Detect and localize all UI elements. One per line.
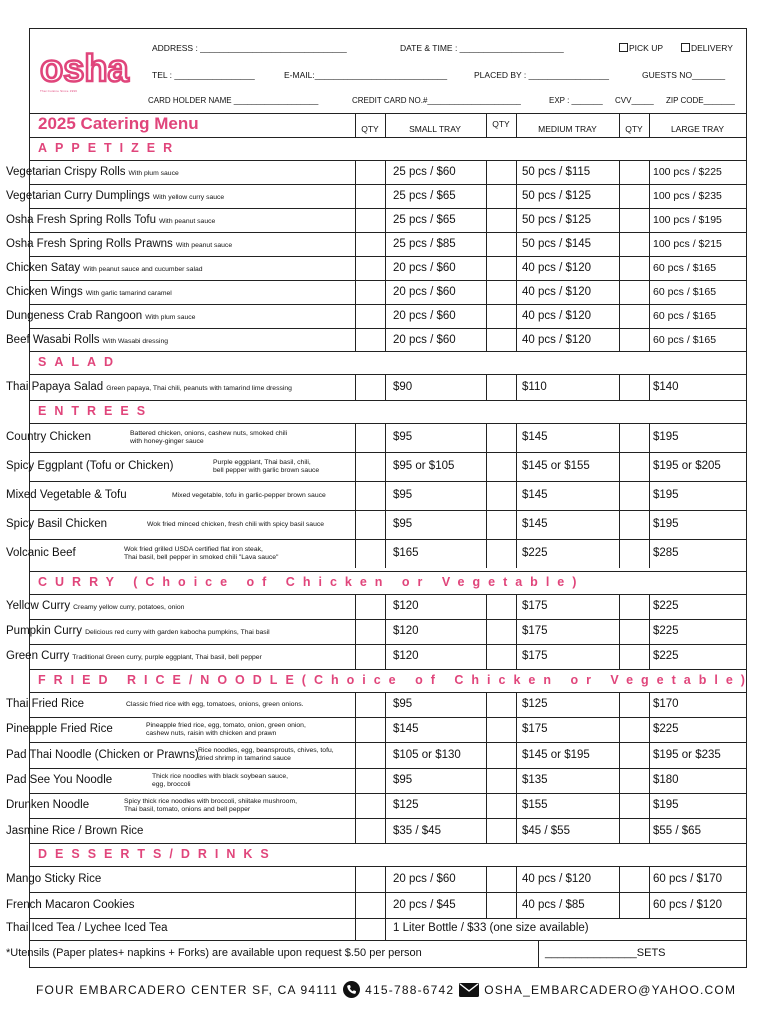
qty-header-medium: QTY [492,119,510,129]
small-tray-price: $35 / $45 [393,824,441,837]
column-divider [516,692,517,844]
item-name [6,600,184,612]
small-tray-price: $145 [393,723,419,735]
small-tray-price: $120 [393,625,419,637]
footer [36,981,736,998]
small-tray-price: $95 [393,489,413,501]
item-description: Battered chicken, onions, cashew nuts, smoked chili [130,429,288,437]
small-tray-price: 20 pcs / $60 [393,309,456,322]
medium-tray-header: MEDIUM TRAY [538,124,597,134]
item-name-text: Dungeness Crab Rangoon [6,309,143,322]
delivery-checkbox[interactable] [681,43,690,52]
small-tray-price: 25 pcs / $85 [393,237,456,250]
section-fried-rice-noodle: FRIED RICE/NOODLE(Choice of Chicken or Vegetable) [38,673,753,687]
item-name [6,431,91,443]
item-name-text: Mixed Vegetable & Tofu [6,489,127,501]
item-description: Delicious red curry with garden kabocha pumpkins, Thai basil [85,629,270,636]
small-tray-price: $95 or $105 [393,460,455,472]
column-divider [619,113,620,137]
item-name-text: Thai Fried Rice [6,698,84,710]
item-name [6,286,172,298]
qty-header-large: QTY [625,124,643,134]
large-tray-price: 60 pcs / $165 [653,285,717,298]
placed-by-field[interactable]: PLACED BY : _________________ [474,70,610,80]
item-name-text: Country Chicken [6,431,92,443]
column-divider [486,692,487,844]
item-description: Thai basil, tomato, onions and bell pepper [124,805,251,813]
column-divider [385,692,386,844]
utensils-sets-field[interactable]: _______________SETS [545,947,666,959]
guests-field[interactable]: GUESTS NO_______ [642,70,726,80]
item-name [6,547,76,559]
item-name [6,899,134,911]
column-divider [516,160,517,352]
column-divider [355,423,356,568]
item-name-text: Chicken Wings [6,285,83,298]
item-description: Creamy yellow curry, potatoes, onion [73,604,185,611]
item-name-text: Yellow Curry [6,600,71,612]
qty-header-small: QTY [361,124,379,134]
item-description: With peanut sauce and cucumber salad [83,265,203,273]
large-tray-header: LARGE TRAY [670,124,725,134]
medium-tray-price: 50 pcs / $115 [522,165,591,178]
large-tray-price: $225 [653,600,679,612]
large-tray-price: 60 pcs / $165 [653,261,717,274]
item-description: With garlic tamarind caramel [85,289,172,297]
medium-tray-price: $175 [522,600,548,612]
large-tray-price: $170 [653,698,679,710]
column-divider [538,940,539,968]
item-name-text: Osha Fresh Spring Rolls Prawns [6,237,173,250]
column-divider [486,160,487,352]
medium-tray-price: 40 pcs / $120 [522,261,592,274]
item-description: bell pepper with garlic brown sauce [213,466,320,474]
small-tray-price: 20 pcs / $60 [393,333,456,346]
medium-tray-price: $145 or $195 [522,748,590,761]
menu-item-row [30,481,746,510]
item-name [6,238,232,250]
item-name [6,166,179,178]
iced-tea-price: 1 Liter Bottle / $33 (one size available) [393,922,589,934]
item-name [6,518,107,530]
small-tray-price: 20 pcs / $60 [393,285,456,298]
pickup-checkbox[interactable] [619,43,628,52]
column-divider [516,866,517,918]
item-description: egg, broccoli [152,780,191,788]
medium-tray-price: $145 [522,489,548,501]
item-name [6,749,199,761]
column-divider [385,918,386,940]
small-tray-price: 20 pcs / $60 [393,261,456,274]
small-tray-header: SMALL TRAY [409,124,461,134]
footer-address: FOUR EMBARCADERO CENTER SF, CA 94111 [36,982,339,997]
utensils-note: *Utensils (Paper plates+ napkins + Forks) are available upon request $.50 per person [6,947,422,959]
small-tray-price: 25 pcs / $60 [393,165,456,178]
item-name-text: Vegetarian Curry Dumplings [6,189,150,202]
iced-tea-name: Thai Iced Tea / Lychee Iced Tea [6,922,168,934]
delivery-option[interactable]: DELIVERY [681,43,733,53]
item-name-text: Mango Sticky Rice [6,872,102,885]
item-name-text: Spicy Eggplant (Tofu or Chicken) [6,460,174,472]
large-tray-price: 60 pcs / $120 [653,898,723,911]
footer-phone[interactable]: 415-788-6742 [365,982,455,997]
section-salad-row [30,351,746,374]
section-salad: SALAD [38,355,122,369]
item-name-text: Beef Wasabi Rolls [6,333,100,346]
large-tray-price: $140 [653,380,679,393]
item-name-text: French Macaron Cookies [6,898,135,911]
column-divider [619,423,620,568]
item-description: With Wasabi dressing [102,337,169,345]
footer-email[interactable]: OSHA_EMBARCADERO@YAHOO.COM [484,982,737,997]
medium-tray-price: $175 [522,625,548,637]
item-name [6,334,168,346]
logo-tagline: Thai Cuisine Since 1996 [40,89,78,93]
large-tray-price: $180 [653,774,679,786]
small-tray-price: $95 [393,518,413,530]
order-header [30,29,746,113]
column-divider [355,918,356,940]
large-tray-price: $195 [653,518,679,530]
item-name [6,873,101,885]
item-name [6,310,195,322]
item-name [6,650,262,662]
item-description: Spicy thick rice noodles with broccoli, shiitake mushroom, [124,797,298,805]
item-name [6,214,215,226]
exp-field[interactable]: EXP : _______ [549,96,603,105]
item-description: Green papaya, Thai chili, peanuts with tamarind lime dressing [106,384,292,392]
column-divider [486,866,487,918]
medium-tray-price: $135 [522,774,548,786]
large-tray-price: 100 pcs / $235 [653,189,722,202]
small-tray-price: $120 [393,650,419,662]
item-name [6,625,270,637]
phone-icon [343,981,360,998]
column-divider [516,113,517,137]
item-name-text: Pineapple Fried Rice [6,723,113,735]
medium-tray-price: $45 / $55 [522,824,570,837]
item-name-text: Vegetarian Crispy Rolls [6,165,126,178]
column-divider [355,594,356,669]
item-name [6,460,173,472]
column-divider [385,160,386,352]
item-name-text: Spicy Basil Chicken [6,518,107,530]
item-description: Pineapple fried rice, egg, tomato, onion, green onion, [146,721,306,729]
item-name [6,723,113,735]
column-divider [355,692,356,844]
large-tray-price: $225 [653,650,679,662]
small-tray-price: $165 [393,547,419,559]
section-desserts-drinks: DESSERTS/DRINKS [38,847,277,861]
large-tray-price: $225 [653,625,679,637]
medium-tray-price: $225 [522,547,548,559]
medium-tray-price: $175 [522,650,548,662]
column-divider [649,594,650,669]
column-divider [486,594,487,669]
large-tray-price: $285 [653,547,679,559]
column-divider [355,113,356,137]
column-divider [486,113,487,137]
item-name [6,799,89,811]
item-description: Mixed vegetable, tofu in garlic-pepper brown sauce [172,491,326,499]
item-name-text: Pad Thai Noodle (Chicken or Prawns) [6,748,199,761]
medium-tray-price: 40 pcs / $85 [522,898,585,911]
small-tray-price: $95 [393,431,413,443]
logo-text: osha [40,49,129,90]
item-name-text: Jasmine Rice / Brown Rice [6,824,144,837]
large-tray-price: $195 [653,431,679,443]
column-divider [516,594,517,669]
large-tray-price: 60 pcs / $165 [653,309,717,322]
large-tray-price: $195 or $205 [653,460,721,472]
item-description: With peanut sauce [175,241,233,249]
item-name-text: Green Curry [6,650,70,662]
medium-tray-price: $110 [522,380,547,393]
small-tray-price: 25 pcs / $65 [393,189,456,202]
large-tray-price: 60 pcs / $165 [653,333,717,346]
item-description: dried shrimp in tamarind sauce [198,755,291,762]
address-field[interactable]: ADDRESS : _______________________________ [152,43,347,53]
column-divider [619,374,620,400]
item-name-text: Pumpkin Curry [6,625,83,637]
medium-tray-price: 50 pcs / $125 [522,213,592,226]
medium-tray-price: $145 or $155 [522,460,590,472]
medium-tray-price: 40 pcs / $120 [522,285,592,298]
column-divider [649,423,650,568]
section-entrees: ENTREES [38,404,154,418]
item-description: Rice noodles, egg, beansprouts, chives, tofu, [198,747,334,754]
medium-tray-price: 40 pcs / $120 [522,333,592,346]
section-curry: CURRY (Choice of Chicken or Vegetable) [38,575,585,589]
menu-title: 2025 Catering Menu [38,114,199,133]
item-description: With plum sauce [128,169,179,177]
small-tray-price: $90 [393,380,413,393]
item-name-text: Chicken Satay [6,261,81,274]
item-name-text: Osha Fresh Spring Rolls Tofu [6,213,156,226]
medium-tray-price: 40 pcs / $120 [522,872,592,885]
tel-field[interactable]: TEL : _________________ [152,70,255,80]
item-description: With peanut sauce [159,217,216,225]
large-tray-price: $55 / $65 [653,824,701,837]
column-divider [619,866,620,918]
small-tray-price: 20 pcs / $60 [393,872,456,885]
column-divider [619,692,620,844]
pickup-option[interactable]: PICK UP [619,43,663,53]
column-divider [385,594,386,669]
column-divider [355,374,356,400]
item-description: cashew nuts, raisin with chicken and prawn [146,729,277,737]
menu-item-row [30,768,746,793]
medium-tray-price: 40 pcs / $120 [522,309,592,322]
item-description: Thai basil, bell pepper in smoked chili "Lava sauce" [124,553,279,561]
column-divider [385,866,386,918]
column-divider [649,692,650,844]
column-divider [385,374,386,400]
medium-tray-price: $145 [522,431,548,443]
column-divider [486,374,487,400]
item-description: Wok fried grilled USDA certified flat iron steak, [124,545,263,553]
credit-card-field[interactable]: CREDIT CARD NO.#_____________________ [352,96,521,105]
medium-tray-price: $155 [522,799,548,811]
item-description: Classic fried rice with egg, tomatoes, onions, green onions. [126,700,304,708]
column-divider [385,423,386,568]
item-name-text: Drunken Noodle [6,799,90,811]
menu-item-row [30,866,746,892]
small-tray-price: $120 [393,600,419,612]
item-name [6,774,112,786]
menu-item-row [30,510,746,539]
column-divider [649,160,650,352]
email-field[interactable]: E-MAIL:____________________________ [284,70,448,80]
item-name [6,489,127,501]
large-tray-price: 100 pcs / $215 [653,237,722,250]
column-divider [516,423,517,568]
item-name-text: Pad See You Noodle [6,774,113,786]
medium-tray-price: 50 pcs / $125 [522,189,592,202]
medium-tray-price: $145 [522,518,548,530]
date-time-field[interactable]: DATE & TIME : ______________________ [400,43,564,53]
large-tray-price: $195 [653,489,679,501]
menu-item-row [30,717,746,742]
small-tray-price: 20 pcs / $45 [393,898,456,911]
column-divider [355,160,356,352]
zip-field[interactable]: ZIP CODE_______ [666,96,735,105]
large-tray-price: 60 pcs / $170 [653,872,723,885]
medium-tray-price: $125 [522,698,548,710]
small-tray-price: $125 [393,799,419,811]
card-holder-field[interactable]: CARD HOLDER NAME ___________________ [148,96,319,105]
item-description: Purple eggplant, Thai basil, chili, [213,458,311,466]
medium-tray-price: $175 [522,723,548,735]
menu-item-row [30,892,746,918]
column-divider [355,866,356,918]
item-description: Traditional Green curry, purple eggplant, Thai basil, bell pepper [72,654,262,661]
item-name [6,262,203,274]
cvv-field[interactable]: CVV_____ [615,96,654,105]
column-divider [516,374,517,400]
item-description: Wok fried minced chicken, fresh chili with spicy basil sauce [147,520,325,528]
large-tray-price: $195 or $235 [653,748,721,761]
item-description: Thick rice noodles with black soybean sauce, [152,772,289,780]
column-divider [649,866,650,918]
column-divider [649,113,650,137]
large-tray-price: 100 pcs / $225 [653,165,722,178]
item-description: With yellow curry sauce [152,193,225,201]
item-name [6,190,224,202]
item-name [6,381,292,393]
small-tray-price: $95 [393,698,413,710]
column-divider [619,594,620,669]
item-name [6,698,84,710]
column-divider [385,113,386,137]
mail-icon [459,983,479,997]
medium-tray-price: 50 pcs / $145 [522,237,592,250]
section-appetizer: APPETIZER [38,141,181,155]
item-name-text: Volcanic Beef [6,547,76,559]
small-tray-price: $95 [393,774,413,786]
column-divider [619,160,620,352]
small-tray-price: $105 or $130 [393,748,461,761]
small-tray-price: 25 pcs / $65 [393,213,456,226]
large-tray-price: 100 pcs / $195 [653,213,722,226]
item-description: with honey-ginger sauce [130,437,204,445]
item-name-text: Thai Papaya Salad [6,380,104,393]
item-name [6,825,143,837]
osha-logo [38,49,138,91]
column-divider [486,423,487,568]
large-tray-price: $225 [653,723,679,735]
item-description: With plum sauce [145,313,196,321]
large-tray-price: $195 [653,799,679,811]
column-divider [649,374,650,400]
